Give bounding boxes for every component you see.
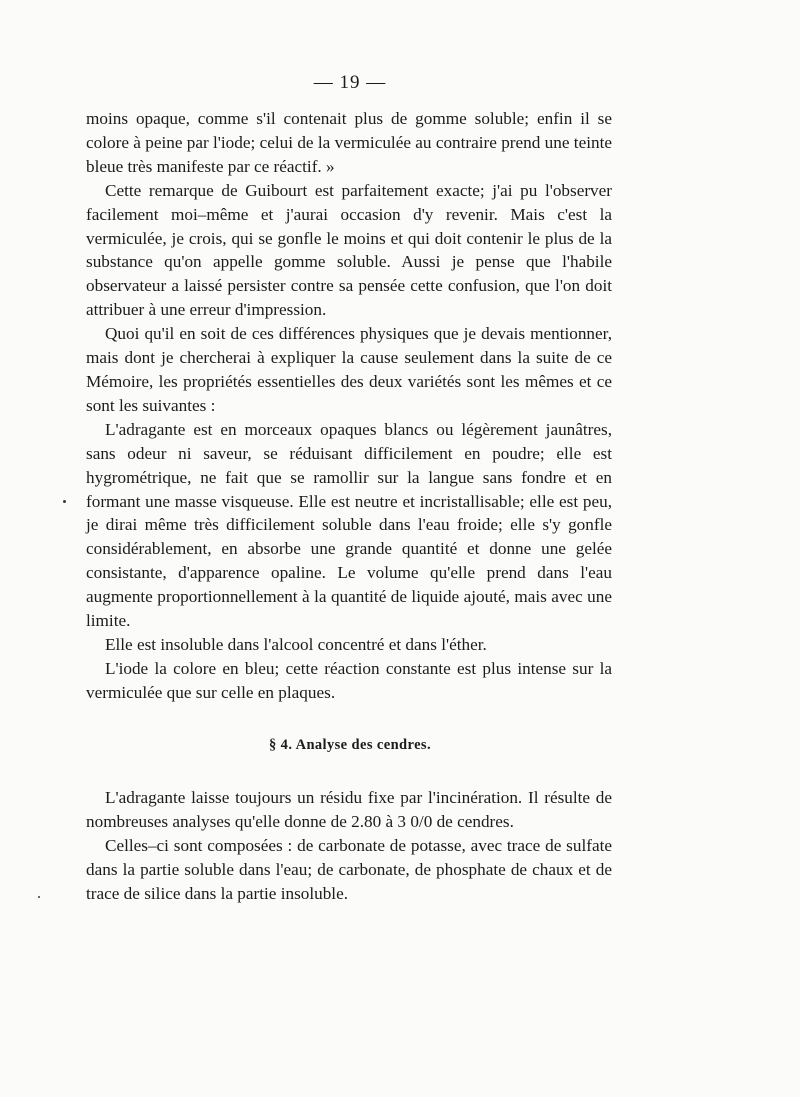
paragraph-physical-differences: Quoi qu'il en soit de ces différences physiques que je devais mentionner, mais dont je chercherai à expliquer la cause seulement dans la suite de ce Mémoire, les propriétés essentielles des deux variétés sont les mêmes et ce sont les suivantes : (86, 324, 612, 415)
print-speck (63, 500, 66, 503)
paragraph-ash-residue: L'adragante laisse toujours un résidu fixe par l'incinération. Il résulte de nombreuses analyses qu'elle donne de 2.80 à 3 0/0 de cendres. (86, 788, 612, 831)
paragraph-guibourt-remark: Cette remarque de Guibourt est parfaitement exacte; j'ai pu l'observer facilement moi–même et j'aurai occasion d'y revenir. Mais c'est la vermiculée, je crois, qui se gonfle le moins et qui doit contenir le plus de la substance qu'on appelle gomme soluble. Aussi je pense que l'habile observateur a laissé persister contre sa pensée cette confusion, que l'on doit attribuer à une erreur d'impression. (86, 180, 612, 320)
body-text-upper (86, 107, 612, 705)
paragraph-continued: moins opaque, comme s'il contenait plus de gomme soluble; enfin il se colore à peine par l'iode; celui de la vermiculée au contraire prend une teinte bleue très manifeste par ce réactif. » (86, 109, 612, 176)
paragraph-ash-composition: Celles–ci sont composées : de carbonate de potasse, avec trace de sulfate dans la partie soluble dans l'eau; de carbonate, de phosphate de chaux et de trace de silice dans la partie insoluble. (86, 835, 612, 903)
paragraph-iodine-reaction: L'iode la colore en bleu; cette réaction constante est plus intense sur la vermiculée que sur celle en plaques. (86, 658, 612, 702)
paragraph-insolubility: Elle est insoluble dans l'alcool concentré et dans l'éther. (105, 634, 487, 654)
page-number: — 19 — (313, 72, 387, 93)
section-heading: § 4. Analyse des cendres. (269, 737, 431, 753)
paragraph-properties: L'adragante est en morceaux opaques blancs ou légèrement jaunâtres, sans odeur ni saveur, se réduisant difficilement en poudre; elle est hygrométrique, ne fait que se ramollir sur la langue sans fondre et en formant une masse visqueuse. Elle est neutre et incristallisable; elle est peu, je dirai même très difficilement soluble dans l'eau froide; elle s'y gonfle considérablement, en absorbe une grande quantité et donne une gelée consistante, d'apparence opaline. Le volume qu'elle prend dans l'eau augmente proportionnellement à la quantité de liquide ajouté, mais avec une limite. (86, 419, 612, 631)
print-speck (38, 896, 40, 898)
body-text-ash-analysis (86, 786, 612, 906)
